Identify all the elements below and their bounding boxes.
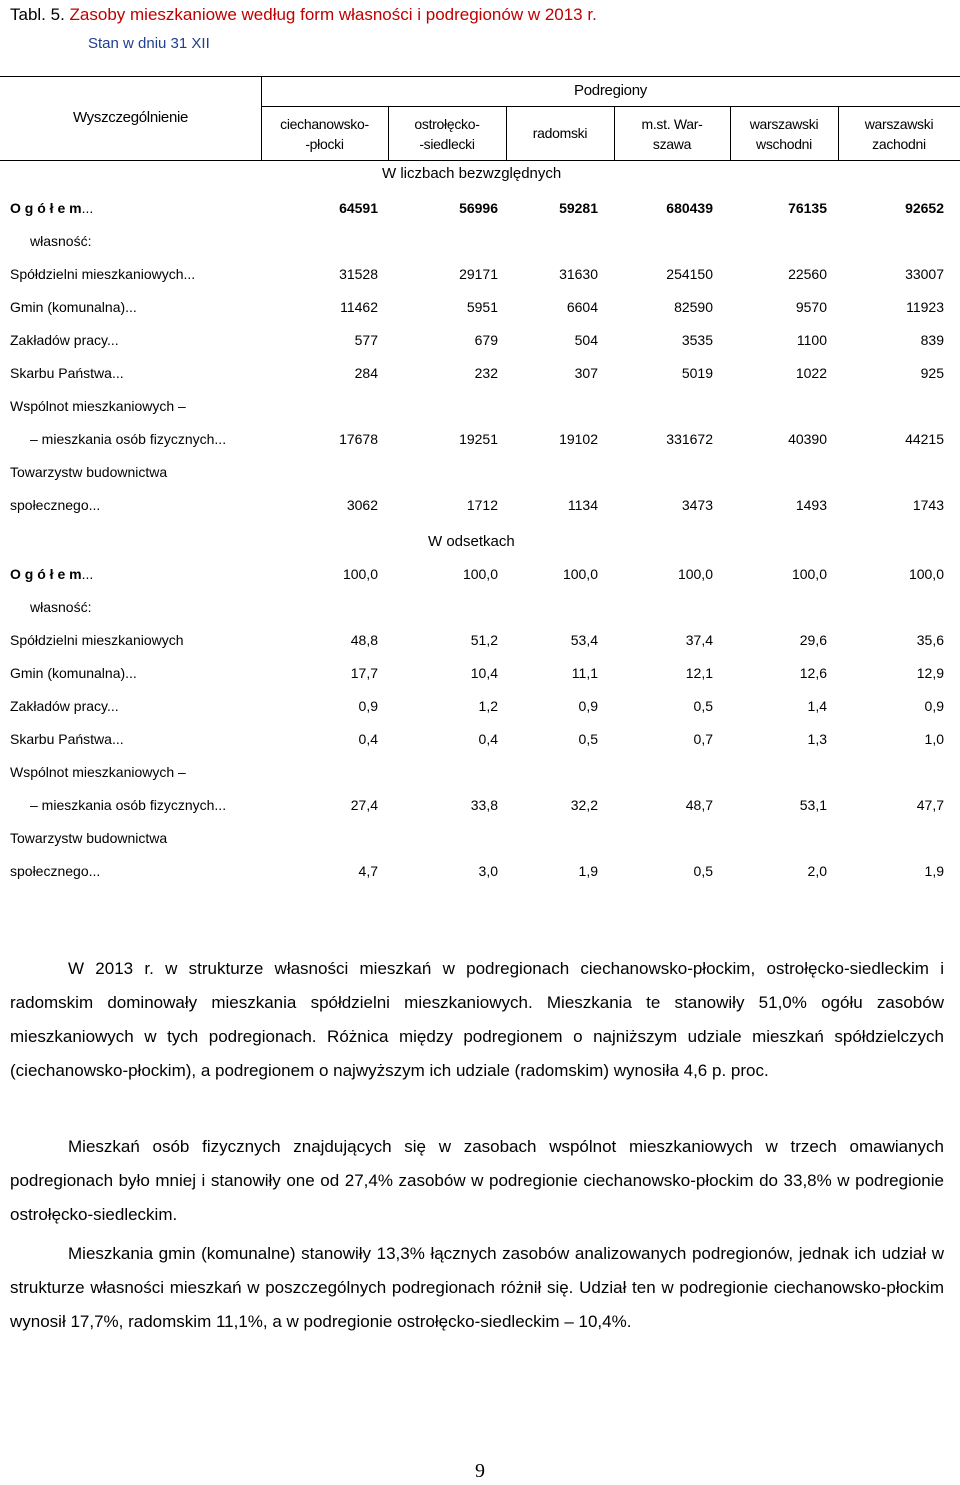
row-label-text: społecznego: [10, 863, 89, 879]
row-leader-dots: ...: [125, 665, 137, 681]
header-top-rule: [0, 76, 960, 77]
row-label-text: – mieszkania osób fizycznych: [30, 797, 215, 813]
table-cell: 100,0: [342, 566, 378, 582]
table-cell: 1,2: [478, 698, 498, 714]
table-cell: 0,7: [693, 731, 713, 747]
paragraph-2: [10, 1130, 944, 1232]
table-cell: 33007: [905, 266, 944, 282]
row-label: [30, 230, 91, 252]
row-label: [10, 296, 137, 318]
table-title: [10, 3, 597, 27]
table-cell: 64591: [339, 200, 378, 216]
table-cell: 100,0: [462, 566, 498, 582]
table-cell: 19251: [459, 431, 498, 447]
row-label: [10, 395, 186, 417]
table-cell: 504: [574, 332, 598, 348]
row-label-text: Skarbu Państwa: [10, 365, 112, 381]
table-cell: 19102: [559, 431, 598, 447]
row-label: [10, 662, 137, 684]
table-cell: 5019: [681, 365, 713, 381]
table-cell: 4,7: [358, 863, 378, 879]
table-cell: 3535: [681, 332, 713, 348]
row-leader-dots: ...: [107, 332, 119, 348]
row-label-text: Wspólnot mieszkaniowych –: [10, 398, 186, 414]
table-cell: 10,4: [470, 665, 498, 681]
group-header: Podregiony: [574, 82, 647, 99]
table-row: [0, 596, 960, 618]
column-header-line: -siedlecki: [419, 136, 475, 152]
table-cell: 1,0: [924, 731, 944, 747]
table-cell: 254150: [666, 266, 713, 282]
table-cell: 307: [574, 365, 598, 381]
paragraph-text: w strukturze własności mieszkań w podregionach ciechanowsko-płockim, ostrołęcko-siedleckim i radomskim dominowały mieszkania spółdzielni mieszkaniowych. Mieszkania te stanowiły 51,0% ogółu zasobów mieszkaniowych w tych podregionach. Różnica między podregionem o najniższym udziale mieszkań spółdzielczych (ciechanowsko-płockim), a podregionem o najwyższym ich udziale (radomskim) wynosiła 4,6 p. proc.: [10, 959, 944, 1080]
table-cell: 3473: [681, 497, 713, 513]
table-cell: 0,5: [578, 731, 598, 747]
table-cell: 82590: [674, 299, 713, 315]
row-leader-dots: ...: [81, 200, 94, 216]
table-row: [0, 563, 960, 585]
column-header-line: warszawski: [749, 116, 819, 132]
table-row: [0, 662, 960, 684]
row-label-text: – mieszkania osób fizycznych: [30, 431, 215, 447]
table-cell: 17,7: [350, 665, 378, 681]
row-label-text: O g ó ł e m: [10, 200, 82, 216]
table-row: [0, 395, 960, 417]
table-cell: 1100: [796, 332, 827, 348]
row-label-text: Wspólnot mieszkaniowych –: [10, 764, 186, 780]
row-label: [10, 860, 100, 882]
column-header-line: -płocki: [305, 136, 344, 152]
table-cell: 31630: [559, 266, 598, 282]
table-cell: 48,8: [350, 632, 378, 648]
table-cell: 22560: [788, 266, 827, 282]
table-row: [0, 761, 960, 783]
table-cell: 0,9: [578, 698, 598, 714]
table-cell: 925: [920, 365, 944, 381]
table-cell: 1,4: [807, 698, 827, 714]
row-label: [10, 263, 195, 285]
paragraph-1: [10, 952, 944, 1088]
table-row: [0, 794, 960, 816]
table-cell: 35,6: [916, 632, 944, 648]
table-cell: 0,9: [358, 698, 378, 714]
table-row: [0, 728, 960, 750]
column-header-line: m.st. War-: [641, 116, 703, 132]
row-label-text: Zakładów pracy: [10, 332, 108, 348]
row-label-text: Gmin (komunalna): [10, 299, 126, 315]
table-cell: 1022: [795, 365, 827, 381]
table-cell: 680439: [666, 200, 713, 216]
table-cell: 1,9: [924, 863, 944, 879]
table-cell: 100,0: [908, 566, 944, 582]
row-leader-dots: ...: [125, 299, 137, 315]
row-label-text: własność:: [30, 599, 92, 615]
table-cell: 11462: [340, 299, 378, 315]
table-row: [0, 362, 960, 384]
row-label-text: Skarbu Państwa: [10, 731, 112, 747]
table-cell: 1,3: [807, 731, 827, 747]
table-cell: 44215: [905, 431, 944, 447]
table-cell: 100,0: [562, 566, 598, 582]
row-label: [10, 197, 93, 219]
row-leader-dots: ...: [88, 863, 101, 879]
band-absolute: W liczbach bezwzględnych: [382, 165, 562, 182]
group-header-rule: [261, 106, 960, 107]
table-cell: 3062: [346, 497, 378, 513]
row-label: [10, 629, 184, 651]
column-header-line: ciechanowsko-: [280, 116, 369, 132]
table-cell: 2,0: [807, 863, 827, 879]
row-label: [10, 461, 167, 483]
row-label-text: O g ó ł e m: [10, 566, 82, 582]
table-cell: 40390: [788, 431, 827, 447]
row-leader-dots: ...: [88, 497, 101, 513]
table-cell: 100,0: [677, 566, 713, 582]
table-subtitle: Stan w dniu 31 XII: [88, 35, 210, 52]
header-bottom-rule: [0, 160, 960, 161]
table-cell: 29171: [459, 266, 498, 282]
row-label-text: Gmin (komunalna): [10, 665, 126, 681]
row-label-text: własność:: [30, 233, 92, 249]
table-row: [0, 695, 960, 717]
table-cell: 0,5: [693, 863, 713, 879]
table-number: Tabl. 5.: [10, 5, 70, 24]
table-cell: 33,8: [470, 797, 498, 813]
paragraph-3: [10, 1237, 944, 1339]
row-label-text: Towarzystw budownictwa: [10, 830, 168, 846]
table-cell: 1,9: [578, 863, 598, 879]
table-cell: 0,5: [693, 698, 713, 714]
row-label: [30, 794, 226, 816]
row-label-text: Spółdzielni mieszkaniowych: [10, 266, 184, 282]
table-cell: 679: [474, 332, 498, 348]
table-row: [0, 494, 960, 516]
column-header-warszawski-wschodni: [730, 114, 838, 154]
row-leader-dots: ...: [214, 431, 227, 447]
row-leader-dots: ...: [111, 365, 124, 381]
table-cell: 56996: [459, 200, 498, 216]
table-row: [0, 230, 960, 252]
row-leader-dots: ...: [183, 266, 196, 282]
table-row: [0, 428, 960, 450]
table-cell: 48,7: [685, 797, 713, 813]
row-label-text: Towarzystw budownictwa: [10, 464, 168, 480]
table-cell: 31528: [339, 266, 378, 282]
row-label-text: Spółdzielni mieszkaniowych: [10, 632, 184, 648]
row-label: [10, 695, 119, 717]
column-header-line: warszawski: [864, 116, 934, 132]
table-cell: 12,6: [799, 665, 827, 681]
table-cell: 0,4: [478, 731, 498, 747]
row-leader-dots: ...: [214, 797, 227, 813]
row-label-text: społecznego: [10, 497, 89, 513]
paragraph-text: Mieszkań osób fizycznych znajdujących się w zasobach wspólnot mieszkaniowych w trzech omawianych podregionach było mniej i stanowiły one od 27,4% zasobów w podregionie ciechanowsko-płockim do 33,8% w podregionie ostrołęcko-siedleckim.: [10, 1137, 944, 1224]
band-percent: W odsetkach: [428, 533, 515, 550]
row-leader-dots: ...: [111, 731, 124, 747]
table-cell: 1743: [912, 497, 944, 513]
row-label: [10, 761, 186, 783]
table-cell: 59281: [559, 200, 598, 216]
table-cell: 5951: [466, 299, 498, 315]
table-cell: 100,0: [791, 566, 827, 582]
table-cell: 9570: [795, 299, 827, 315]
table-cell: 51,2: [470, 632, 498, 648]
row-label: [10, 563, 93, 585]
table-cell: 3,0: [478, 863, 498, 879]
table-cell: 29,6: [799, 632, 827, 648]
column-header-line: szawa: [652, 136, 692, 152]
table-cell: 0,4: [358, 731, 378, 747]
table-cell: 839: [920, 332, 944, 348]
column-header-radomski: [506, 123, 614, 143]
row-label: [10, 827, 167, 849]
table-cell: 6604: [566, 299, 598, 315]
table-cell: 0,9: [924, 698, 944, 714]
page-number: 9: [475, 1460, 485, 1482]
column-header-line: radomski: [532, 125, 588, 141]
table-cell: 12,1: [685, 665, 713, 681]
table-cell: 11,1: [571, 665, 598, 681]
table-cell: 53,4: [570, 632, 598, 648]
column-header-line: wschodni: [756, 136, 812, 152]
row-label: [30, 596, 91, 618]
table-cell: 76135: [788, 200, 827, 216]
table-row: [0, 329, 960, 351]
table-row: [0, 263, 960, 285]
table-cell: 1134: [567, 497, 598, 513]
row-label: [10, 728, 124, 750]
table-cell: 331672: [666, 431, 713, 447]
column-header-ciechanowsko: [261, 114, 388, 154]
table-cell: 37,4: [685, 632, 713, 648]
column-header-line: zachodni: [872, 136, 926, 152]
column-header-warszawski-zachodni: [838, 114, 960, 154]
table-cell: 32,2: [570, 797, 598, 813]
table-cell: 11923: [906, 299, 944, 315]
table-row: [0, 860, 960, 882]
table-cell: 1712: [466, 497, 498, 513]
table-cell: 27,4: [350, 797, 378, 813]
row-leader-dots: ...: [81, 566, 94, 582]
column-header-line: ostrołęcko-: [414, 116, 480, 132]
row-label: [10, 329, 119, 351]
table-cell: 12,9: [916, 665, 944, 681]
table-cell: 17678: [339, 431, 378, 447]
table-cell: 577: [354, 332, 378, 348]
row-label: [10, 494, 100, 516]
table-cell: 53,1: [799, 797, 827, 813]
column-header-warszawa: [614, 114, 730, 154]
table-row: [0, 629, 960, 651]
table-row: [0, 461, 960, 483]
table-cell: 47,7: [916, 797, 944, 813]
table-title-text: Zasoby mieszkaniowe według form własności i podregionów w 2013 r.: [69, 5, 597, 24]
row-label: [10, 362, 124, 384]
paragraph-lead: W 2013 r.: [68, 959, 166, 978]
stub-header: Wyszczególnienie: [72, 109, 189, 126]
row-label: [30, 428, 226, 450]
row-leader-dots: ...: [107, 698, 119, 714]
table-row: [0, 296, 960, 318]
table-cell: 1493: [795, 497, 827, 513]
table-cell: 232: [474, 365, 498, 381]
paragraph-text: Mieszkania gmin (komunalne) stanowiły 13,3% łącznych zasobów analizowanych podregionów, jednak ich udział w strukturze własności mieszkań w poszczególnych podregionach różnił się. Udział ten w podregionie ciechanowsko-płockim wynosił 17,7%, radomskim 11,1%, a w podregionie ostrołęcko-siedleckim – 10,4%.: [10, 1244, 944, 1331]
table-cell: 284: [354, 365, 378, 381]
table-cell: 92652: [905, 200, 944, 216]
table-row: [0, 827, 960, 849]
column-header-ostroleka: [388, 114, 506, 154]
row-label-text: Zakładów pracy: [10, 698, 108, 714]
table-row: [0, 197, 960, 219]
